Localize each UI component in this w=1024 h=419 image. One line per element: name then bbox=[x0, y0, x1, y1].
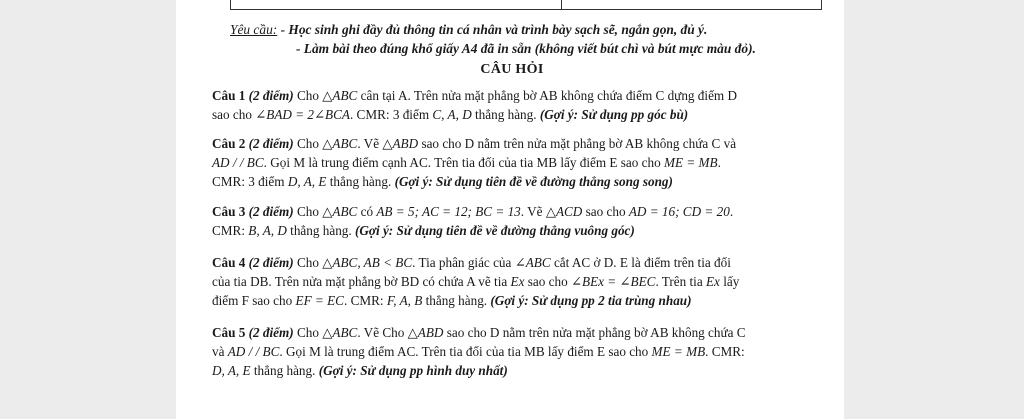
question-text: . Gọi M là trung điểm AC. Trên tia đối của tia MB lấy điểm E sao cho bbox=[279, 343, 652, 359]
question-text: sao cho D nằm trên nửa mặt phẳng bờ AB không chứa C bbox=[443, 325, 746, 340]
question-3 bbox=[212, 203, 733, 241]
question-text: Cho bbox=[293, 325, 323, 340]
math-expression: C, A, D bbox=[432, 106, 472, 122]
question-line bbox=[212, 222, 733, 241]
question-4 bbox=[212, 254, 739, 310]
math-expression: △ABC bbox=[322, 204, 358, 219]
question-line bbox=[212, 87, 737, 106]
question-hint: (Gợi ý: Sử dụng tiên đề về đường thẳng vuông góc) bbox=[355, 222, 635, 238]
question-text: Cho bbox=[293, 204, 323, 219]
question-text: sao cho D nằm trên nửa mặt phẳng bờ AB không chứa C và bbox=[418, 136, 737, 151]
question-line bbox=[212, 135, 736, 154]
question-text: . Vẽ Cho bbox=[357, 325, 408, 340]
question-text: . Vẽ bbox=[357, 136, 383, 151]
question-text: sao cho bbox=[582, 204, 629, 219]
question-line bbox=[212, 362, 746, 381]
question-1 bbox=[212, 87, 737, 125]
question-line bbox=[212, 173, 736, 192]
info-table-bottom-edge bbox=[230, 0, 822, 10]
question-text: sao cho bbox=[212, 106, 256, 122]
question-text: thẳng hàng. bbox=[286, 222, 355, 238]
question-text: . CMR: bbox=[705, 343, 745, 359]
math-expression: Ex bbox=[706, 273, 720, 289]
question-text: CMR: bbox=[212, 222, 249, 238]
question-text: có bbox=[357, 204, 377, 219]
question-line bbox=[212, 273, 739, 292]
question-number: Câu 2 bbox=[212, 136, 246, 151]
question-number: Câu 4 bbox=[212, 255, 246, 270]
question-line bbox=[212, 254, 739, 273]
question-text: . Vẽ bbox=[520, 204, 546, 219]
math-expression: AD / / BC bbox=[212, 154, 264, 170]
question-text: . bbox=[717, 154, 721, 170]
question-points: (2 điểm) bbox=[248, 325, 294, 340]
question-hint: (Gợi ý: Sử dụng tiên đề về đường thẳng song song) bbox=[394, 173, 673, 189]
question-hint: (Gợi ý: Sử dụng pp góc bù) bbox=[539, 106, 689, 122]
question-line bbox=[212, 343, 746, 362]
question-number: Câu 5 bbox=[212, 325, 246, 340]
requirements-line-2: - Làm bài theo đúng khổ giấy A4 đã in sẵn (không viết bút chì và bút mực màu đỏ). bbox=[296, 41, 756, 56]
question-points: (2 điểm) bbox=[248, 255, 294, 270]
question-text: . CMR: bbox=[343, 292, 387, 308]
question-text: cân tại A. Trên nửa mặt phẳng bờ AB không chứa điểm C dựng điểm D bbox=[357, 88, 738, 103]
question-line bbox=[212, 292, 739, 311]
math-expression: EF = EC bbox=[295, 292, 344, 308]
question-hint: (Gợi ý: Sử dụng pp hình duy nhất) bbox=[318, 362, 508, 378]
math-expression: △ABD bbox=[382, 136, 419, 151]
question-text: thẳng hàng. bbox=[326, 173, 395, 189]
math-expression: D, A, E bbox=[212, 362, 251, 378]
requirements-block bbox=[230, 20, 756, 58]
math-expression: ∠BAD = 2∠BCA bbox=[255, 106, 350, 122]
requirements-text-1: - Học sinh ghi đầy đủ thông tin cá nhân và trình bày sạch sẽ, ngắn gọn, đủ ý. bbox=[280, 22, 708, 37]
math-expression: AD / / BC bbox=[227, 343, 280, 359]
question-line bbox=[212, 203, 733, 222]
math-expression: B, A, D bbox=[248, 222, 287, 238]
question-text: lấy bbox=[719, 273, 740, 289]
math-expression: △ABC bbox=[322, 136, 358, 151]
question-text: . Trên tia bbox=[655, 273, 706, 289]
question-points: (2 điểm) bbox=[248, 204, 294, 219]
question-text: cắt AC ở D. E là điểm trên tia đối bbox=[550, 255, 731, 270]
question-text: Cho bbox=[293, 255, 323, 270]
question-line bbox=[212, 154, 736, 173]
question-text: . bbox=[729, 204, 734, 219]
question-text: . Tia phân giác của bbox=[412, 255, 515, 270]
math-expression: ∠ABC bbox=[514, 255, 551, 270]
question-number: Câu 3 bbox=[212, 204, 246, 219]
question-line bbox=[212, 324, 746, 343]
question-points: (2 điểm) bbox=[248, 136, 294, 151]
math-expression: D, A, E bbox=[287, 173, 327, 189]
question-5 bbox=[212, 324, 746, 380]
math-expression: △ABC, AB < BC bbox=[322, 255, 413, 270]
math-expression: ∠BEx = ∠BEC bbox=[570, 273, 656, 289]
question-text: Cho bbox=[293, 88, 323, 103]
requirements-line-1 bbox=[230, 20, 756, 39]
question-text: CMR: 3 điểm bbox=[212, 173, 288, 189]
question-points: (2 điểm) bbox=[248, 88, 294, 103]
math-expression: ME = MB bbox=[664, 154, 718, 170]
question-2 bbox=[212, 135, 736, 191]
math-expression: AB = 5; AC = 12; BC = 13 bbox=[376, 204, 521, 219]
math-expression: △ABC bbox=[322, 325, 358, 340]
question-number: Câu 1 bbox=[212, 88, 246, 103]
question-text: thẳng hàng. bbox=[250, 362, 319, 378]
question-text: . Gọi M là trung điểm cạnh AC. Trên tia đối của tia MB lấy điểm E sao cho bbox=[263, 154, 664, 170]
math-expression: ME = MB bbox=[651, 343, 706, 359]
question-text: của tia DB. Trên nửa mặt phẳng bờ BD có chứa A vẽ tia bbox=[212, 273, 511, 289]
table-divider bbox=[561, 0, 562, 9]
math-expression: △ABD bbox=[407, 325, 444, 340]
math-expression: △ABC bbox=[322, 88, 358, 103]
question-text: sao cho bbox=[524, 273, 571, 289]
question-text: Cho bbox=[293, 136, 323, 151]
question-text: điểm F sao cho bbox=[212, 292, 296, 308]
math-expression: Ex bbox=[510, 273, 525, 289]
question-text: thẳng hàng. bbox=[422, 292, 491, 308]
math-expression: F, A, B bbox=[386, 292, 423, 308]
question-line bbox=[212, 106, 737, 125]
question-text: . CMR: 3 điểm bbox=[349, 106, 433, 122]
math-expression: △ACD bbox=[545, 204, 583, 219]
math-expression: AD = 16; CD = 20 bbox=[628, 204, 730, 219]
questions-heading: CÂU HỎI bbox=[480, 62, 544, 77]
question-text: và bbox=[212, 343, 228, 359]
question-hint: (Gợi ý: Sử dụng pp 2 tia trùng nhau) bbox=[490, 292, 692, 308]
question-text: thẳng hàng. bbox=[471, 106, 540, 122]
requirements-label: Yêu cầu: bbox=[230, 22, 278, 37]
